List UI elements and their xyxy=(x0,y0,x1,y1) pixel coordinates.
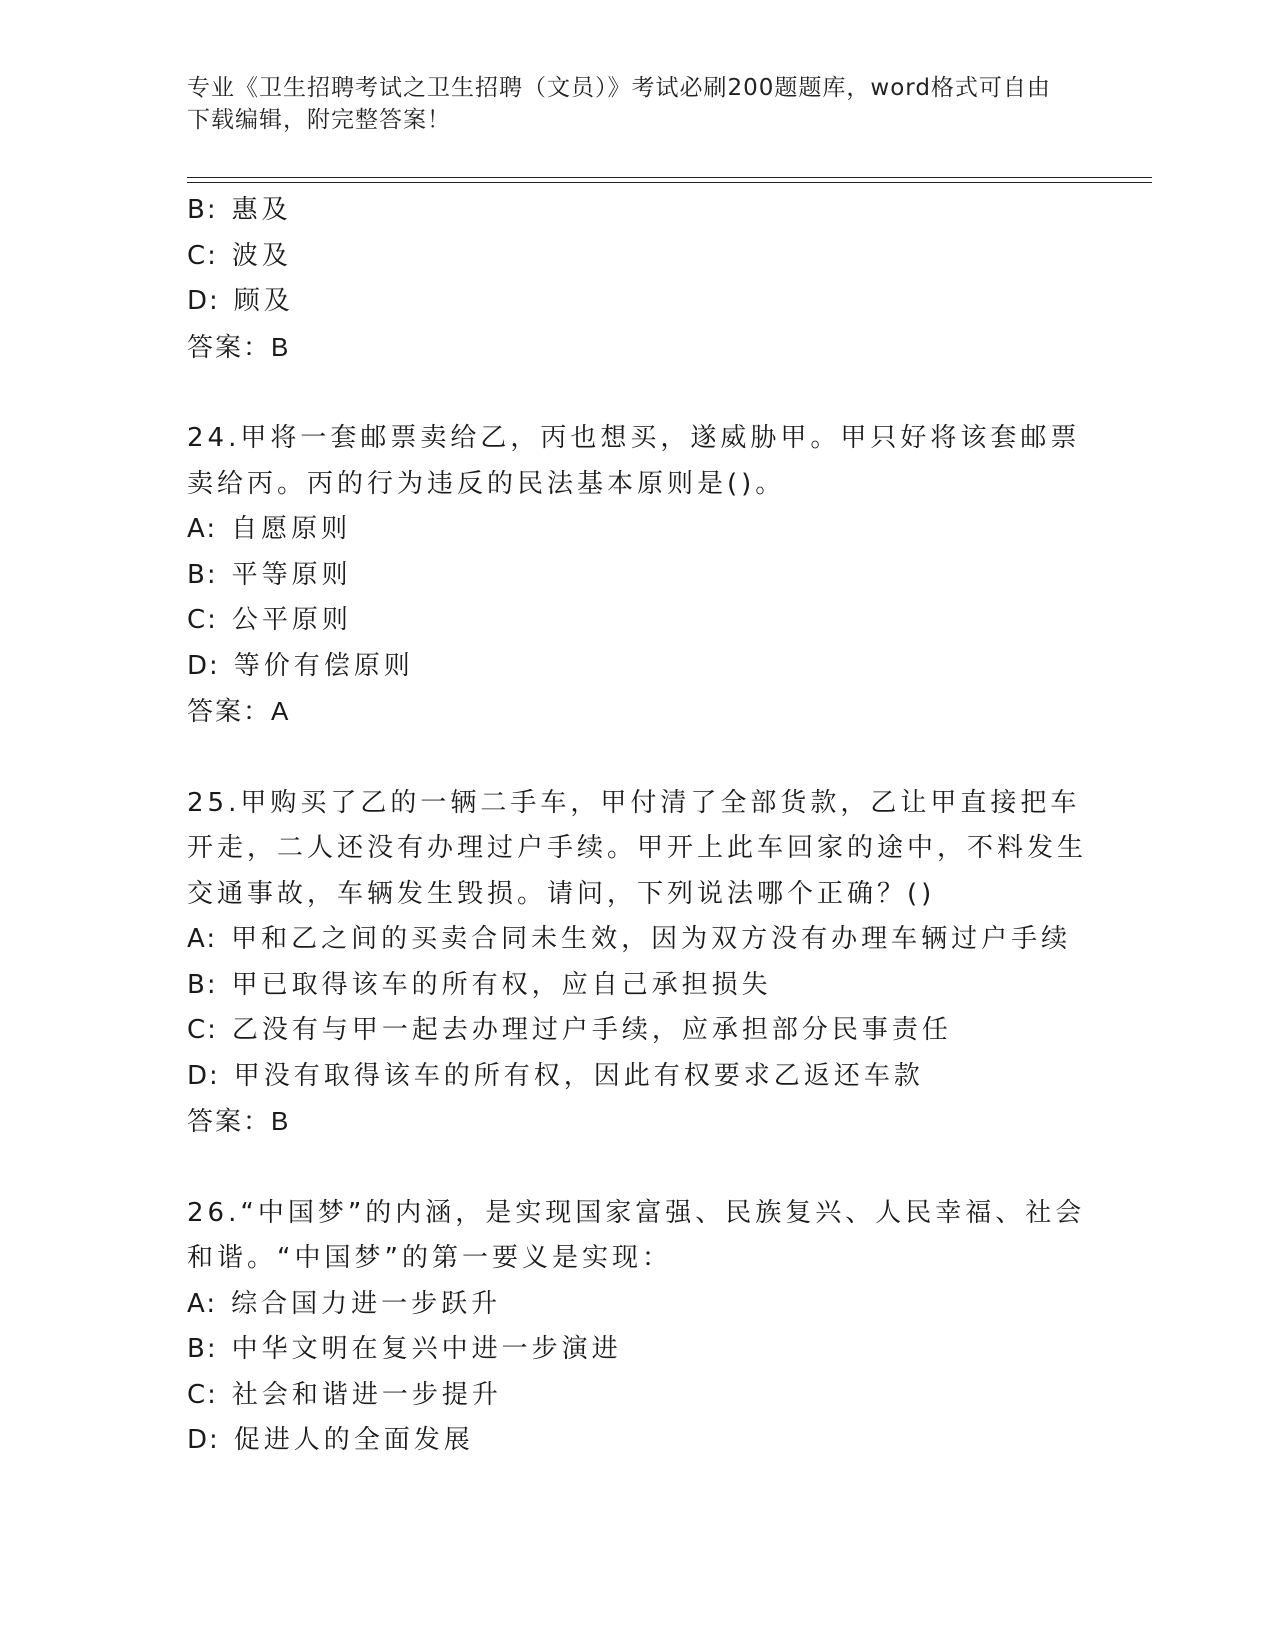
option-text: 波及 xyxy=(231,240,292,271)
option-text: 平等原则 xyxy=(231,559,352,590)
option-label: B: xyxy=(187,559,218,590)
option-text: 促进人的全面发展 xyxy=(233,1425,474,1455)
option-c xyxy=(187,1373,1107,1419)
option-b xyxy=(187,188,1107,234)
answer-line: 答案：B xyxy=(187,331,291,362)
option-text: 甲已取得该车的所有权，应自己承担损失 xyxy=(231,969,772,1000)
option-a xyxy=(187,507,1107,553)
option-text: 甲没有取得该车的所有权，因此有权要求乙返还车款 xyxy=(233,1060,924,1091)
question-stem-25: 25.甲购买了乙的一辆二手车，甲付清了全部货款，乙让甲直接把车开走，二人还没有办理过户手续。甲开上此车回家的途中，不料发生交通事故，车辆发生毁损。请问，下列说法哪个正确？() xyxy=(187,787,1088,909)
option-text: 社会和谐进一步提升 xyxy=(231,1379,502,1410)
option-c xyxy=(187,234,1107,280)
option-d xyxy=(187,1418,1107,1464)
option-text: 公平原则 xyxy=(231,605,352,635)
answer-line: 答案：B xyxy=(187,1106,291,1136)
option-a xyxy=(187,1282,1107,1328)
option-label: C: xyxy=(187,240,218,271)
question-stem-24: 24.甲将一套邮票卖给乙，丙也想买，遂威胁甲。甲只好将该套邮票卖给丙。丙的行为违反的民法基本原则是()。 xyxy=(187,423,1081,499)
option-label: A: xyxy=(187,1288,218,1319)
option-b xyxy=(187,1327,1107,1373)
option-label: C: xyxy=(187,605,218,635)
option-text: 乙没有与甲一起去办理过户手续，应承担部分民事责任 xyxy=(231,1015,952,1045)
spacer xyxy=(187,735,1107,781)
option-label: B: xyxy=(187,969,218,1000)
page-header: 专业《卫生招聘考试之卫生招聘（文员）》考试必刷200题题库，word格式可自由下载编辑，附完整答案！ xyxy=(187,75,1051,133)
header-rule-top xyxy=(187,177,1152,178)
option-label: B: xyxy=(187,1334,218,1364)
option-c xyxy=(187,1008,1107,1054)
option-label: A: xyxy=(187,514,218,544)
option-label: A: xyxy=(187,924,218,954)
option-c xyxy=(187,598,1107,644)
option-b xyxy=(187,553,1107,599)
option-text: 惠及 xyxy=(231,195,292,225)
option-label: D: xyxy=(187,650,220,681)
option-label: B: xyxy=(187,195,218,225)
spacer xyxy=(187,1145,1107,1191)
option-label: C: xyxy=(187,1379,218,1410)
option-d xyxy=(187,1054,1107,1100)
option-text: 顾及 xyxy=(233,286,294,316)
question-content xyxy=(187,188,1107,1464)
option-a xyxy=(187,917,1107,963)
option-label: C: xyxy=(187,1015,218,1045)
option-d xyxy=(187,644,1107,690)
option-text: 自愿原则 xyxy=(231,514,352,544)
option-text: 中华文明在复兴中进一步演进 xyxy=(231,1334,622,1364)
option-text: 综合国力进一步跃升 xyxy=(231,1288,502,1319)
option-label: D: xyxy=(187,1060,220,1091)
option-label: D: xyxy=(187,286,220,316)
option-d xyxy=(187,279,1107,325)
question-stem-26: 26.“中国梦”的内涵，是实现国家富强、民族复兴、人民幸福、社会和谐。“中国梦”的第一要义是实现： xyxy=(187,1197,1086,1273)
option-text: 等价有偿原则 xyxy=(233,650,414,681)
option-label: D: xyxy=(187,1425,220,1455)
option-b xyxy=(187,963,1107,1009)
header-rule-bottom xyxy=(187,182,1152,183)
spacer xyxy=(187,370,1107,416)
answer-line: 答案：A xyxy=(187,696,291,726)
option-text: 甲和乙之间的买卖合同未生效，因为双方没有办理车辆过户手续 xyxy=(231,924,1072,954)
